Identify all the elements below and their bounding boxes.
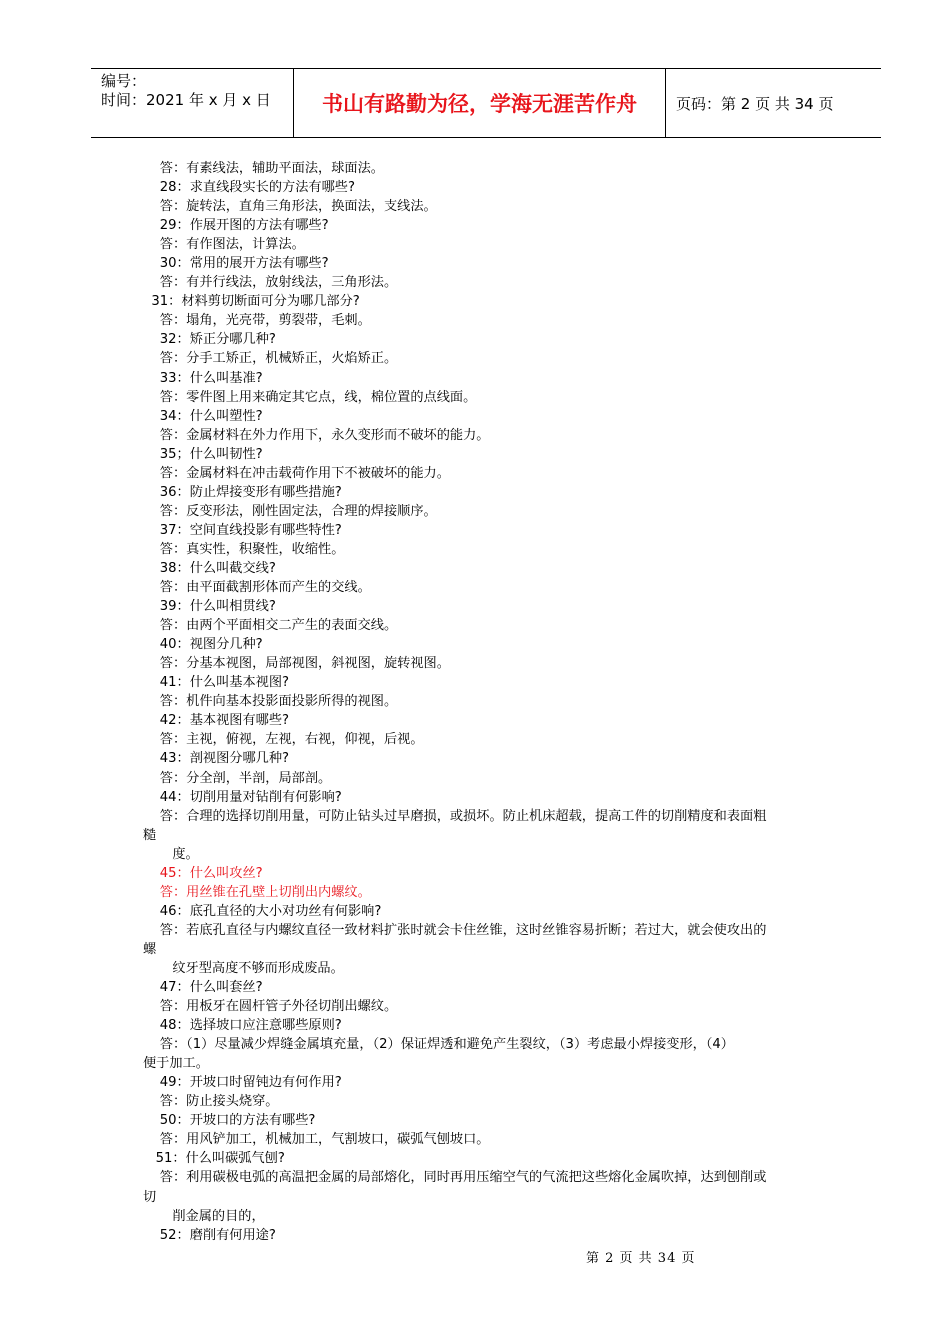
text-line: 答：金属材料在外力作用下，永久变形而不破坏的能力。 xyxy=(143,427,490,443)
text-line: 28：求直线段实长的方法有哪些? xyxy=(143,180,355,196)
text-line: 答：塌角，光亮带，剪裂带，毛刺。 xyxy=(143,313,371,329)
qa-content xyxy=(143,159,833,1245)
text-line: 答：分基本视图，局部视图，斜视图，旋转视图。 xyxy=(143,656,450,672)
text-line: 答：合理的选择切削用量，可防止钻头过早磨损，或损坏。防止机床超载，提高工件的切削精度和表面粗 xyxy=(143,808,767,824)
text-line: 答：防止接头烧穿。 xyxy=(143,1094,279,1110)
text-line: 答：由平面截割形体而产生的交线。 xyxy=(143,580,371,596)
text-line: 38：什么叫截交线? xyxy=(143,560,276,576)
text-line: 答：若底孔直径与内螺纹直径一致材料扩张时就会卡住丝锥，这时丝锥容易折断；若过大，就会使攻出的 xyxy=(143,922,767,938)
page-footer: 第 2 页 共 34 页 xyxy=(586,1251,696,1266)
text-line: 40：视图分几种? xyxy=(143,637,263,653)
text-line: 41：什么叫基本视图? xyxy=(143,675,290,691)
text-line: 答：有作图法，计算法。 xyxy=(143,237,305,253)
text-line: 答：反变形法，刚性固定法，合理的焊接顺序。 xyxy=(143,503,437,519)
text-line: 51：什么叫碳弧气刨? xyxy=(143,1151,285,1167)
text-line: 答：金属材料在冲击载荷作用下不被破坏的能力。 xyxy=(143,465,450,481)
text-line: 34：什么叫塑性? xyxy=(143,408,263,424)
text-line: 32：矫正分哪几种? xyxy=(143,332,276,348)
text-line: 纹牙型高度不够而形成废品。 xyxy=(143,960,344,976)
text-line: 31：材料剪切断面可分为哪几部分? xyxy=(143,294,360,310)
text-line: 答：由两个平面相交二产生的表面交线。 xyxy=(143,618,398,634)
text-line: 42：基本视图有哪些? xyxy=(143,713,290,729)
text-line: 答：用板牙在圆杆管子外径切削出螺纹。 xyxy=(143,999,398,1015)
text-line: 47：什么叫套丝? xyxy=(143,980,263,996)
text-line: 答：用丝锥在孔壁上切削出内螺纹。 xyxy=(143,884,371,900)
header-meta xyxy=(91,69,293,137)
text-line: 答：旋转法，直角三角形法，换面法，支线法。 xyxy=(143,199,437,215)
text-line: 答：有素线法，辅助平面法，球面法。 xyxy=(143,161,384,176)
page-header xyxy=(91,68,881,138)
text-line: 29：作展开图的方法有哪些? xyxy=(143,218,329,234)
text-line: 37：空间直线投影有哪些特性? xyxy=(143,522,342,538)
text-line: 46：底孔直径的大小对功丝有何影响? xyxy=(143,903,382,919)
text-line: 答：机件向基本投影面投影所得的视图。 xyxy=(143,694,398,710)
text-line: 答：（1）尽量减少焊缝金属填充量，（2）保证焊透和避免产生裂纹，（3）考虑最小焊接变形，（4） xyxy=(143,1037,734,1053)
text-line: 糙 xyxy=(143,827,157,843)
text-line: 48：选择坡口应注意哪些原则? xyxy=(143,1018,342,1034)
text-line: 50：开坡口的方法有哪些? xyxy=(143,1113,316,1129)
text-line: 螺 xyxy=(143,941,157,957)
text-line: 答：分全剖，半剖，局部剖。 xyxy=(143,770,332,786)
text-line: 度。 xyxy=(143,846,199,862)
text-line: 36：防止焊接变形有哪些措施? xyxy=(143,484,342,500)
text-line: 43：剖视图分哪几种? xyxy=(143,751,290,767)
text-line: 答：用风铲加工，机械加工，气割坡口，碳弧气刨坡口。 xyxy=(143,1132,490,1148)
text-line: 44：切削用量对钻削有何影响? xyxy=(143,789,342,805)
text-line: 答：主视，俯视，左视，右视，仰视，后视。 xyxy=(143,732,424,748)
text-line: 答：有并行线法，放射线法，三角形法。 xyxy=(143,275,398,291)
header-page-number: 页码：第 2 页 共 34 页 xyxy=(676,94,834,113)
text-line: 切 xyxy=(143,1189,157,1205)
text-line: 答：零件图上用来确定其它点，线，棉位置的点线面。 xyxy=(143,389,477,405)
text-line: 答：利用碳极电弧的高温把金属的局部熔化，同时再用压缩空气的气流把这些熔化金属吹掉，达到刨削或 xyxy=(143,1170,767,1186)
text-line: 35；什么叫韧性? xyxy=(143,446,263,462)
text-line: 39：什么叫相贯线? xyxy=(143,599,276,615)
text-line: 答：分手工矫正，机械矫正，火焰矫正。 xyxy=(143,351,398,367)
document-time-label: 时间：2021 年 x 月 x 日 xyxy=(101,91,271,109)
text-line: 49：开坡口时留钝边有何作用? xyxy=(143,1075,342,1091)
text-line: 便于加工。 xyxy=(143,1056,209,1072)
text-line: 33：什么叫基准? xyxy=(143,370,263,386)
text-line: 45：什么叫攻丝? xyxy=(143,865,263,881)
text-line: 52：磨削有何用途? xyxy=(143,1227,276,1243)
document-number-label: 编号： xyxy=(101,72,147,90)
text-line: 30：常用的展开方法有哪些? xyxy=(143,256,329,272)
header-motto: 书山有路勤为径，学海无涯苦作舟 xyxy=(293,69,666,137)
text-line: 答：真实性，积聚性，收缩性。 xyxy=(143,541,345,557)
text-line: 削金属的目的， xyxy=(143,1208,265,1224)
